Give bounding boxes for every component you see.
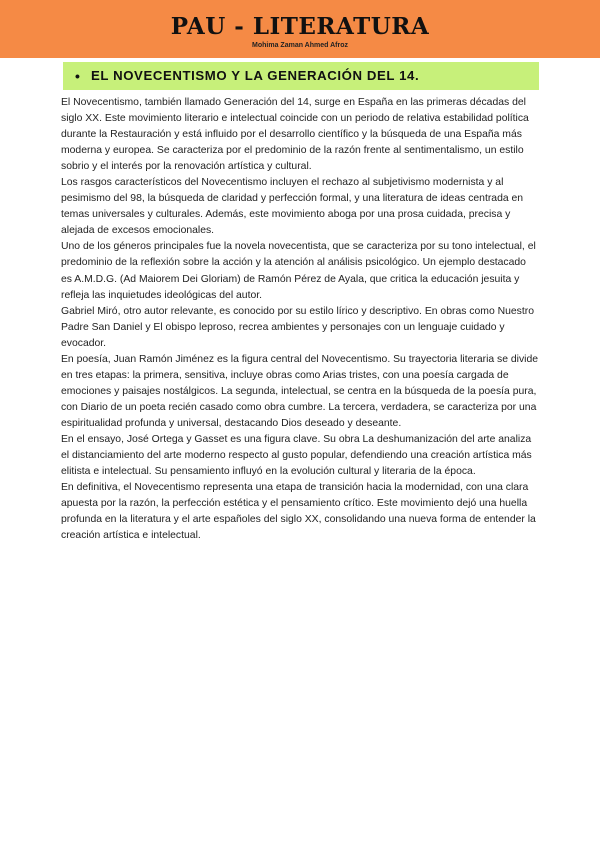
paragraph-poesia: En poesía, Juan Ramón Jiménez es la figura central del Novecentismo. Su trayectoria literaria se divide en tres etapas: la primera, sensitiva, incluye obras como Arias tristes, con una poesía cargada de emociones y paisajes nostálgicos. La segunda, intelectual, se centra en la búsqueda de la poesía pura, con Diario de un poeta recién casado como obra cumbre. La tercera, verdadera, se caracteriza por una espiritualidad profunda y universal, destacando Dios deseado y deseante. bbox=[61, 353, 539, 429]
author-name: Mohima Zaman Ahmed Afroz bbox=[252, 42, 348, 49]
paragraph-ensayo: En el ensayo, José Ortega y Gasset es una figura clave. Su obra La deshumanización del arte analiza el distanciamiento del arte moderno respecto al gusto popular, defendiendo una creación artística más elitista e intelectual. Su pensamiento influyó en la evolución cultural y literaria de la época. bbox=[61, 433, 532, 478]
section-title: EL NOVECENTISMO Y LA GENERACIÓN DEL 14. bbox=[91, 68, 420, 83]
paragraph-rasgos: Los rasgos característicos del Novecentismo incluyen el rechazo al subjetivismo modernista y al pesimismo del 98, la búsqueda de claridad y perfección formal, y una literatura de ideas centrada en temas universales y culturales. Además, este movimiento aboga por una prosa cuidada, precisa y alejada de excesos emocionales. bbox=[61, 177, 524, 237]
section-heading-bar bbox=[63, 62, 539, 90]
document-body bbox=[61, 95, 539, 544]
paragraph-miro: Gabriel Miró, otro autor relevante, es conocido por su estilo lírico y descriptivo. En obras como Nuestro Padre San Daniel y El obispo leproso, recrea ambientes y personajes con un lenguaje cuidado y evocador. bbox=[61, 305, 534, 349]
paragraph-novela: Uno de los géneros principales fue la novela novecentista, que se caracteriza por su tono intelectual, el predominio de la reflexión sobre la acción y la atención al análisis psicológico. Un ejemplo destacado es A.M.D.G. (Ad Maiorem Dei Gloriam) de Ramón Pérez de Ayala, que critica la educación jesuita y refleja las inquietudes ideológicas del autor. bbox=[61, 241, 536, 301]
paragraph-conclusion: En definitiva, el Novecentismo representa una etapa de transición hacia la modernidad, con una clara apuesta por la razón, la perfección estética y el pensamiento crítico. Este movimiento dejó una huella profunda en la literatura y el arte españoles del siglo XX, consolidando una nueva forma de entender la creación artística e intelectual. bbox=[61, 482, 536, 542]
page-header bbox=[0, 0, 600, 58]
paragraph-intro: El Novecentismo, también llamado Generación del 14, surge en España en las primeras décadas del siglo XX. Este movimiento literario e intelectual coincide con un periodo de relativa estabilidad política durante la Restauración y está influido por el desarrollo científico y la búsqueda de una España más moderna y europea. Se caracteriza por el predominio de la razón frente al sentimentalismo, un estilo sobrio y el interés por la renovación artística y cultural. bbox=[61, 97, 529, 173]
page-title: PAU - LITERATURA bbox=[170, 13, 430, 40]
bullet-icon: • bbox=[75, 68, 80, 84]
